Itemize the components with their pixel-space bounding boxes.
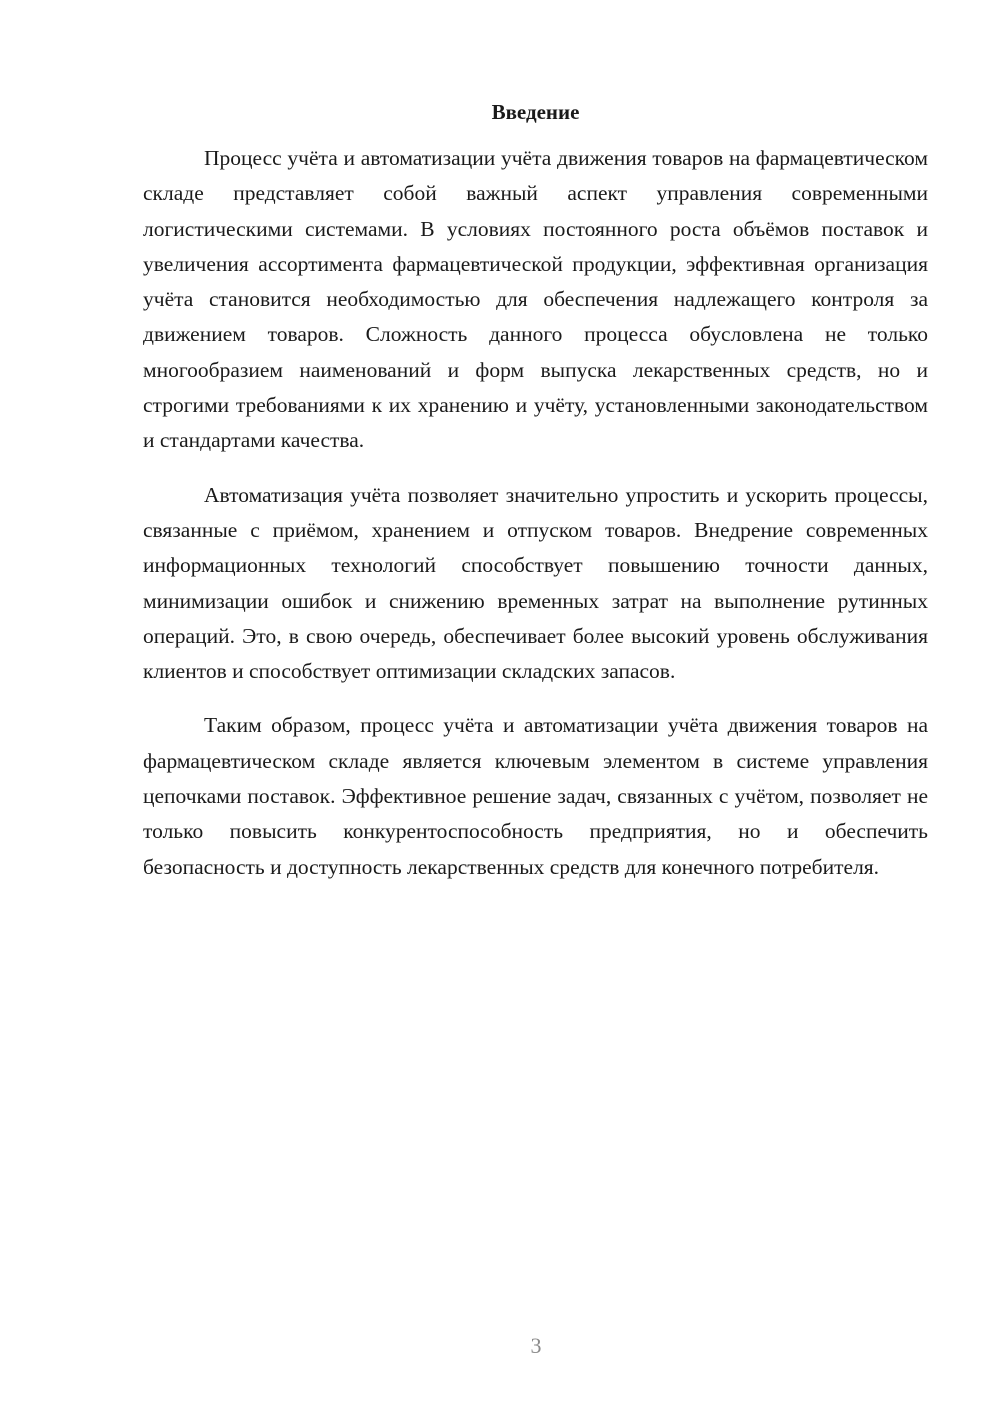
paragraph-1: Процесс учёта и автоматизации учёта движения товаров на фармацевтическом складе представляет собой важный аспект управления современными логистическими системами. В условиях постоянного роста объёмов поставок и увеличения ассортимента фармацевтической продукции, эффективная организация учёта становится необходимостью для обеспечения надлежащего контроля за движением товаров. Сложность данного процесса обусловлена не только многообразием наименований и форм выпуска лекарственных средств, но и строгими требованиями к их хранению и учёту, установленными законодательством и стандартами качества. — [143, 146, 928, 453]
paragraph-2: Автоматизация учёта позволяет значительно упростить и ускорить процессы, связанные с приёмом, хранением и отпуском товаров. Внедрение современных информационных технологий способствует повышению точности данных, минимизации ошибок и снижению временных затрат на выполнение рутинных операций. Это, в свою очередь, обеспечивает более высокий уровень обслуживания клиентов и способствует оптимизации складских запасов. — [143, 482, 928, 684]
page-number: 3 — [530, 1333, 542, 1358]
body-text — [143, 141, 928, 904]
paragraph-3: Таким образом, процесс учёта и автоматизации учёта движения товаров на фармацевтическом складе является ключевым элементом в системе управления цепочками поставок. Эффективное решение задач, связанных с учётом, позволяет не только повысить конкурентоспособность предприятия, но и обеспечить безопасность и доступность лекарственных средств для конечного потребителя. — [143, 713, 928, 879]
section-title: Введение — [491, 100, 580, 124]
